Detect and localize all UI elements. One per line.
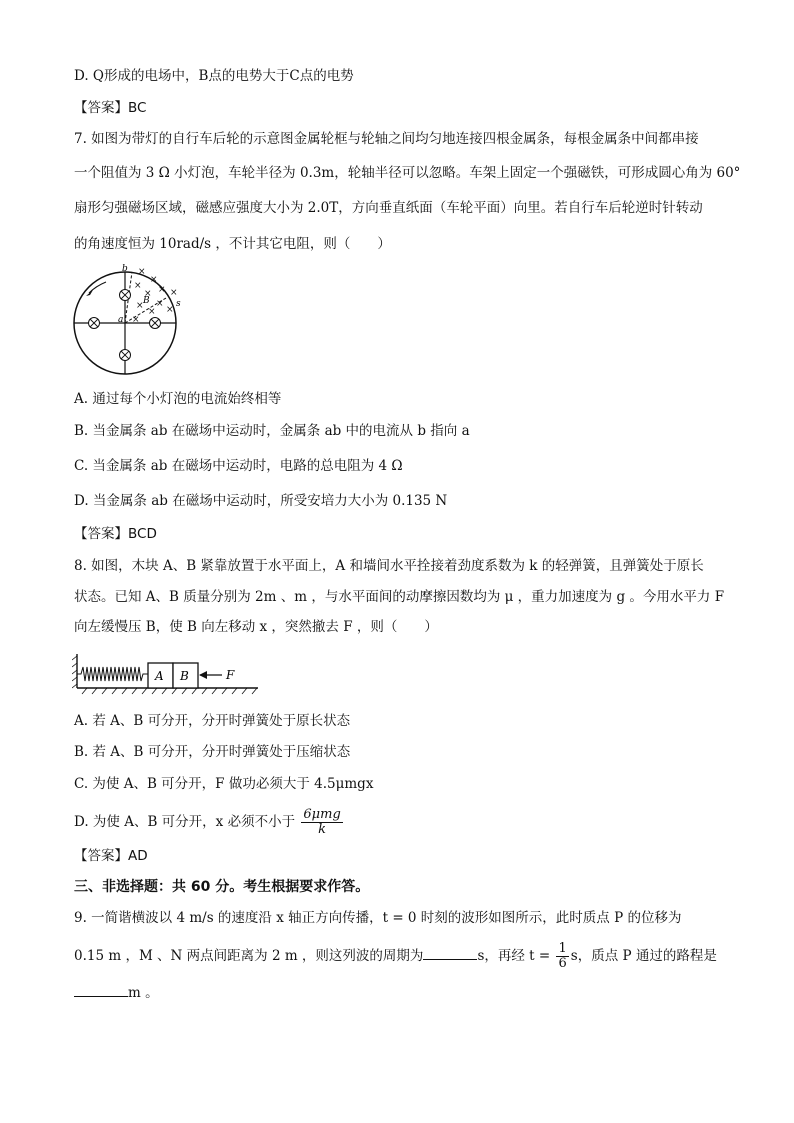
answer-label: 【答案】 <box>74 848 128 864</box>
label-s: s <box>176 299 181 309</box>
svg-text:×: × <box>156 299 164 309</box>
q6-option-d: D. Q形成的电场中，B点的电势大于C点的电势 <box>74 68 354 84</box>
q6-answer <box>74 98 734 118</box>
svg-text:×: × <box>138 267 146 277</box>
q7-option-a: A. 通过每个小灯泡的电流始终相等 <box>74 391 282 407</box>
block-a-label: A <box>155 669 164 683</box>
q8-option-a: A. 若 A、B 可分开，分开时弹簧处于原长状态 <box>74 713 351 729</box>
q7-stem-line1: 7. 如图为带灯的自行车后轮的示意图金属轮框与轮轴之间均匀地连接四根金属条，每根金属条中间都串接 <box>74 131 699 147</box>
q8-option-b: B. 若 A、B 可分开，分开时弹簧处于压缩状态 <box>74 744 351 760</box>
q7-stem-line3: 扇形匀强磁场区域，磁感应强度大小为 2.0T，方向垂直纸面（车轮平面）向里。若自行车后轮逆时针转动 <box>74 200 703 216</box>
field-crosses <box>132 267 178 325</box>
q7-stem-line4: 的角速度恒为 10rad/s ，不计其它电阻，则（ ） <box>74 236 391 252</box>
svg-text:×: × <box>144 289 152 299</box>
path-length-blank[interactable] <box>74 984 128 997</box>
q8-option-d <box>74 808 734 837</box>
svg-text:×: × <box>134 281 142 291</box>
block-b-label: B <box>180 669 189 683</box>
svg-text:×: × <box>166 305 174 315</box>
svg-text:×: × <box>158 285 166 295</box>
q8-stem-line2: 状态。已知 A、B 质量分别为 2m 、m ，与水平面间的动摩擦因数均为 μ ，重力加速度为 g 。今用水平力 F <box>74 589 725 605</box>
q9-line2-a: 0.15 m ，M 、N 两点间距离为 2 m ，则这列波的周期为 <box>74 948 424 964</box>
svg-text:×: × <box>148 307 156 317</box>
q9-stem-line3 <box>74 983 734 1003</box>
wheel-figure <box>66 262 196 382</box>
section-3-title: 三、非选择题：共 60 分。考生根据要求作答。 <box>74 879 370 895</box>
q9-stem-line1: 9. 一简谐横波以 4 m/s 的速度沿 x 轴正方向传播，t = 0 时刻的波形如图所示，此时质点 P 的位移为 <box>74 910 682 926</box>
fraction-1-over-6: $\frac{1}{6}$ <box>558 941 567 971</box>
svg-text:×: × <box>132 315 140 325</box>
answer-value: AD <box>128 848 148 864</box>
period-blank[interactable] <box>423 947 477 960</box>
force-label: F <box>226 668 235 682</box>
q8-option-c: C. 为使 A、B 可分开，F 做功必须大于 4.5μmgx <box>74 776 374 792</box>
q9-line2-b: s，再经 t = <box>477 948 551 964</box>
q8-stem-line1: 8. 如图，木块 A、B 紧靠放置于水平面上，A 和墙间水平拴接着劲度系数为 k 的轻弹簧，且弹簧处于原长 <box>74 558 704 574</box>
svg-text:×: × <box>170 288 178 298</box>
q8-answer <box>74 846 734 866</box>
q9-line3-b: m 。 <box>128 985 159 1001</box>
label-a: a <box>118 315 124 325</box>
q7-answer <box>74 524 734 544</box>
answer-value: BC <box>128 100 147 116</box>
label-b: b <box>122 264 128 274</box>
q7-option-d: D. 当金属条 ab 在磁场中运动时，所受安培力大小为 0.135 N <box>74 493 448 509</box>
answer-label: 【答案】 <box>74 100 128 116</box>
q8-stem-line3: 向左缓慢压 B，使 B 向左移动 x ，突然撤去 F ，则（ ） <box>74 619 438 635</box>
label-B: B <box>143 296 150 306</box>
spring-block-figure <box>72 650 272 696</box>
q9-line2-c: s，质点 P 通过的路程是 <box>570 948 717 964</box>
q7-option-b: B. 当金属条 ab 在磁场中运动时，金属条 ab 中的电流从 b 指向 a <box>74 423 470 439</box>
q9-stem-line2 <box>74 942 734 971</box>
q8-option-d-text: D. 为使 A、B 可分开，x 必须不小于 <box>74 814 296 830</box>
force-arrow-icon <box>199 671 207 679</box>
answer-label: 【答案】 <box>74 526 128 542</box>
spring <box>77 667 148 681</box>
svg-text:×: × <box>150 275 158 285</box>
answer-value: BCD <box>128 526 157 542</box>
svg-text:×: × <box>136 301 144 311</box>
q7-stem-line2: 一个阻值为 3 Ω 小灯泡，车轮半径为 0.3m，轮轴半径可以忽略。车架上固定一个强磁铁，可形成圆心角为 60° <box>74 165 741 181</box>
fraction-6umg-over-k: $\frac{\text{6μmg}}{k}$ <box>303 807 341 837</box>
q7-option-c: C. 当金属条 ab 在磁场中运动时，电路的总电阻为 4 Ω <box>74 458 403 474</box>
